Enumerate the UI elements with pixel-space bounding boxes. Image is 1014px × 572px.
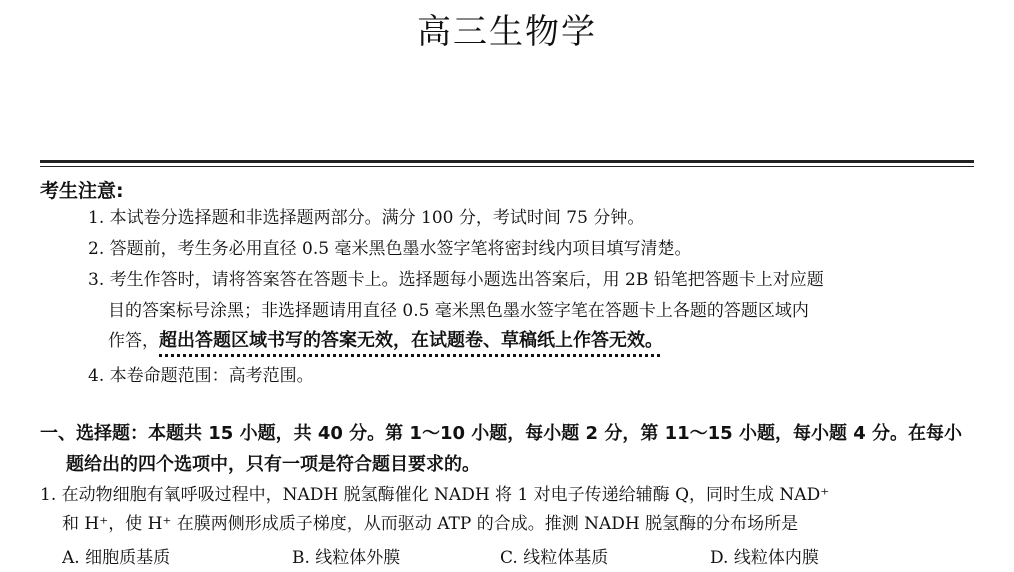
question-1-option-c: C. 线粒体基质 [500,548,609,568]
section-heading-line-2: 题给出的四个选项中，只有一项是符合题目要求的。 [66,454,480,475]
notice-emphasis-text: 超出答题区域书写的答案无效，在试题卷、草稿纸上作答无效。 [159,330,663,351]
notice-item-3-line-3 [108,330,663,352]
notice-item-1: 1. 本试卷分选择题和非选择题两部分。满分 100 分，考试时间 75 分钟。 [88,208,645,228]
section-heading-line-1: 一、选择题：本题共 15 小题，共 40 分。第 1～10 小题，每小题 2 分，第 11～15 小题，每小题 4 分。在每小 [40,423,963,444]
question-1-option-b: B. 线粒体外膜 [292,548,401,568]
header-divider-thin [40,166,974,167]
notice-item-3-line-2: 目的答案标号涂黑；非选择题请用直径 0.5 毫米黑色墨水签字笔在答题卡上各题的答题区域内 [108,301,809,321]
question-1-option-a: A. 细胞质基质 [62,548,171,568]
notice-item-3-prefix: 作答， [108,331,159,351]
notice-heading: 考生注意: [40,180,124,202]
page-title: 高三生物学 [417,12,597,52]
question-1-option-d: D. 线粒体内膜 [710,548,819,568]
notice-item-4: 4. 本卷命题范围：高考范围。 [88,366,314,386]
question-1-stem-line-1: 1. 在动物细胞有氧呼吸过程中，NADH 脱氢酶催化 NADH 将 1 对电子传递给辅酶 Q，同时生成 NAD⁺ [40,485,830,505]
notice-item-2: 2. 答题前，考生务必用直径 0.5 毫米黑色墨水签字笔将密封线内项目填写清楚。 [88,239,692,259]
question-1-stem-line-2: 和 H⁺，使 H⁺ 在膜两侧形成质子梯度，从而驱动 ATP 的合成。推测 NADH 脱氢酶的分布场所是 [62,514,799,534]
notice-item-3-line-1: 3. 考生作答时，请将答案答在答题卡上。选择题每小题选出答案后，用 2B 铅笔把答题卡上对应题 [88,270,824,290]
header-divider-thick [40,160,974,163]
